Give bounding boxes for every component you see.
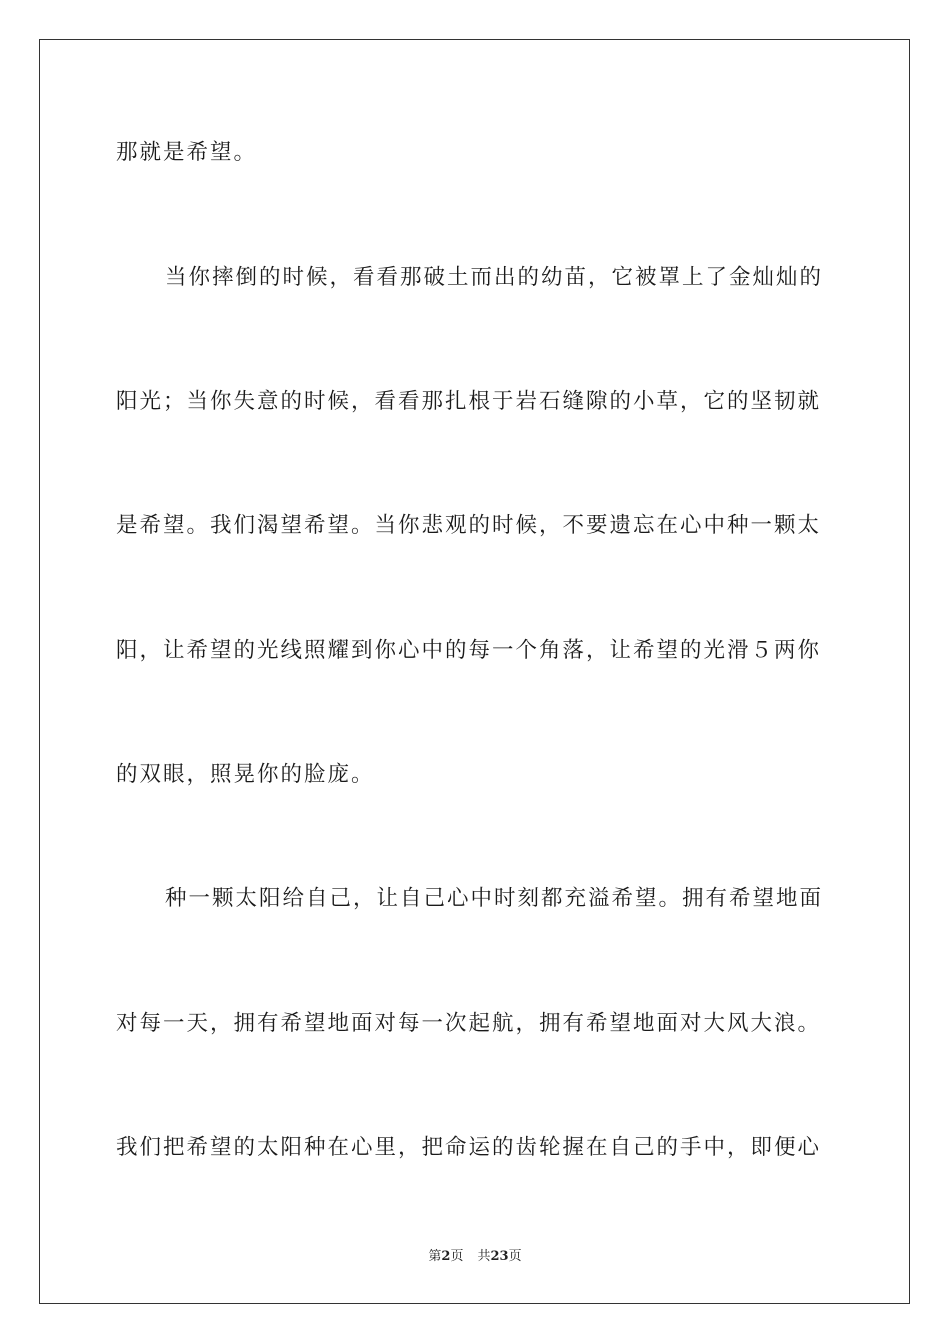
footer-total-prefix: 共 <box>477 1249 491 1264</box>
footer-total-pages: 23 <box>490 1249 509 1264</box>
paragraph-line-1: 那就是希望。 <box>116 140 258 165</box>
paragraph-line-3: 阳光；当你失意的时候，看看那扎根于岩石缝隙的小草，它的坚韧就 <box>116 389 822 414</box>
footer-total-suffix: 页 <box>508 1249 522 1264</box>
paragraph-line-4: 是希望。我们渴望希望。当你悲观的时候，不要遗忘在心中种一颗太 <box>116 513 822 538</box>
paragraph-line-5: 阳，让希望的光线照耀到你心中的每一个角落，让希望的光滑５两你 <box>116 638 822 663</box>
paragraph-line-6: 的双眼，照晃你的脸庞。 <box>116 762 375 787</box>
paragraph-line-9: 我们把希望的太阳种在心里，把命运的齿轮握在自己的手中，即便心 <box>116 1135 822 1160</box>
paragraph-line-7: 种一颗太阳给自己，让自己心中时刻都充溢希望。拥有希望地面 <box>165 886 824 911</box>
paragraph-line-8: 对每一天，拥有希望地面对每一次起航，拥有希望地面对大风大浪。 <box>116 1011 822 1036</box>
paragraph-line-2: 当你摔倒的时候，看看那破土而出的幼苗，它被罩上了金灿灿的 <box>165 265 824 290</box>
page-footer <box>0 1248 950 1266</box>
footer-page-number: 2 <box>441 1249 451 1264</box>
footer-page-suffix: 页 <box>450 1249 464 1264</box>
page-border <box>39 39 910 1304</box>
footer-page-prefix: 第 <box>428 1249 442 1264</box>
